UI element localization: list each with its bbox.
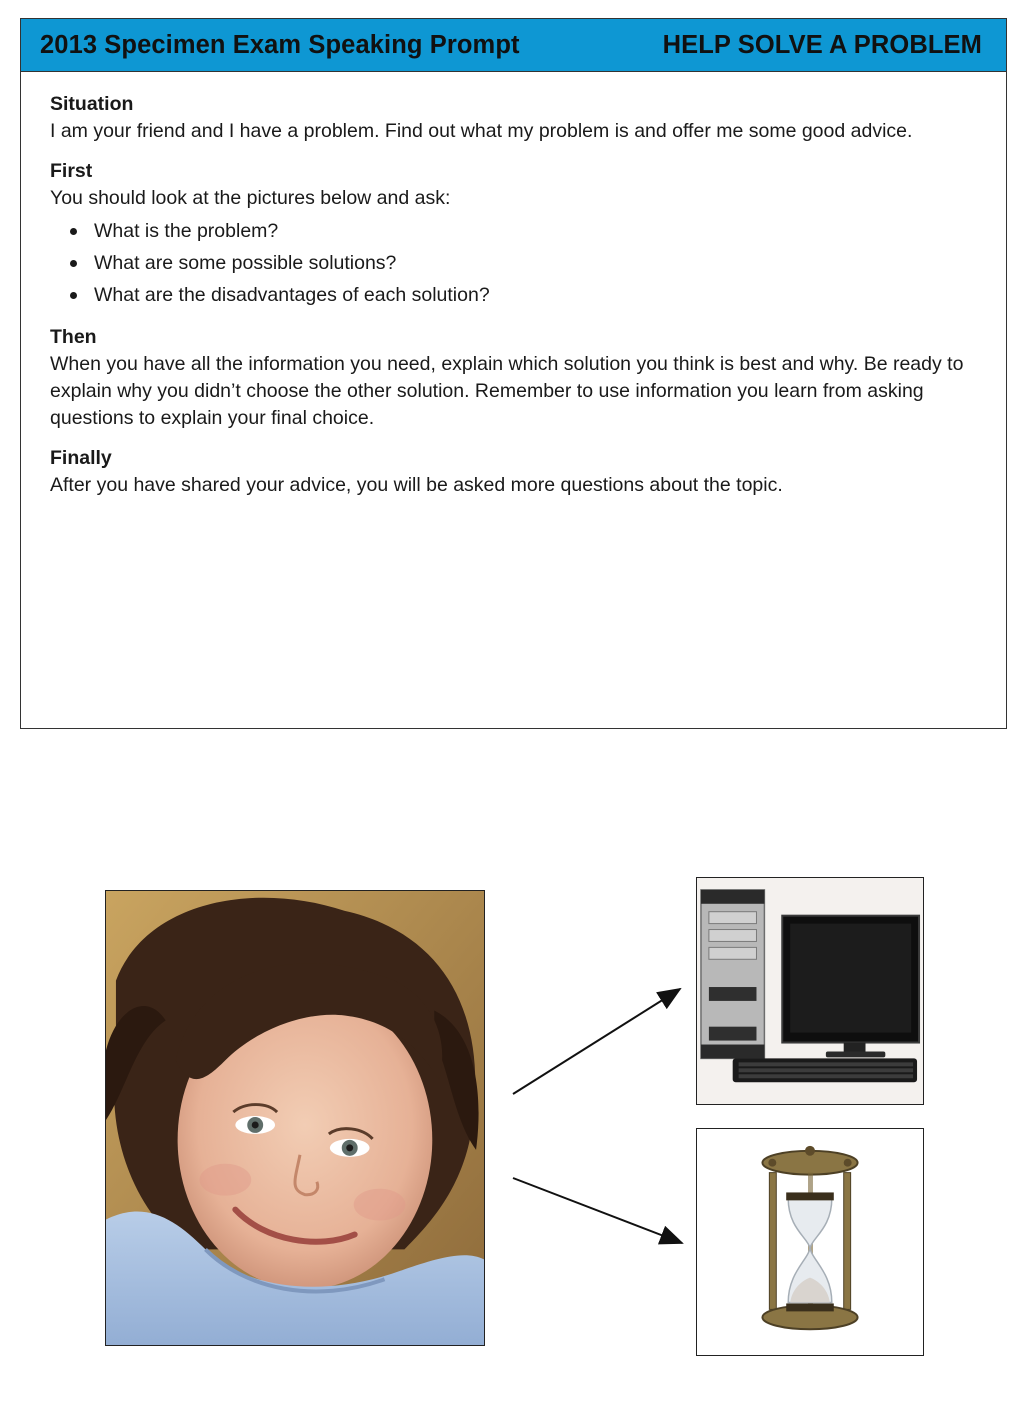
finally-heading: Finally — [50, 447, 112, 469]
prompt-header — [21, 19, 1006, 72]
question-list — [50, 215, 978, 311]
hourglass-illustration — [697, 1129, 923, 1355]
arrow-to-computer — [513, 989, 680, 1094]
boy-photo — [105, 890, 485, 1346]
then-heading: Then — [50, 326, 97, 348]
situation-text: I am your friend and I have a problem. Find out what my problem is and offer me some good advice. — [50, 120, 913, 142]
then-text: When you have all the information you need, explain which solution you think is best and why. Be ready to explain why you didn’t choose the other solution. Remember to use information you learn from asking questions to explain your final choice. — [50, 353, 964, 429]
first-heading: First — [50, 160, 93, 182]
task-title: HELP SOLVE A PROBLEM — [662, 30, 982, 59]
first-text: You should look at the pictures below and ask: — [50, 187, 451, 209]
exam-title: 2013 Specimen Exam Speaking Prompt — [40, 30, 520, 59]
prompt-body — [21, 72, 1006, 499]
hourglass-photo — [696, 1128, 924, 1356]
situation-heading: Situation — [50, 93, 134, 115]
question-item: What is the problem? — [50, 215, 978, 247]
finally-text: After you have shared your advice, you will be asked more questions about the topic. — [50, 474, 783, 496]
boy-illustration — [106, 891, 484, 1345]
question-item: What are some possible solutions? — [50, 247, 978, 279]
speaking-prompt-card — [20, 18, 1007, 729]
section-first — [50, 158, 978, 311]
computer-illustration — [697, 878, 923, 1104]
question-item: What are the disadvantages of each solution? — [50, 279, 978, 311]
section-then — [50, 324, 978, 432]
arrow-to-hourglass — [513, 1178, 682, 1243]
section-situation — [50, 91, 978, 145]
computer-photo — [696, 877, 924, 1105]
section-finally — [50, 445, 978, 499]
